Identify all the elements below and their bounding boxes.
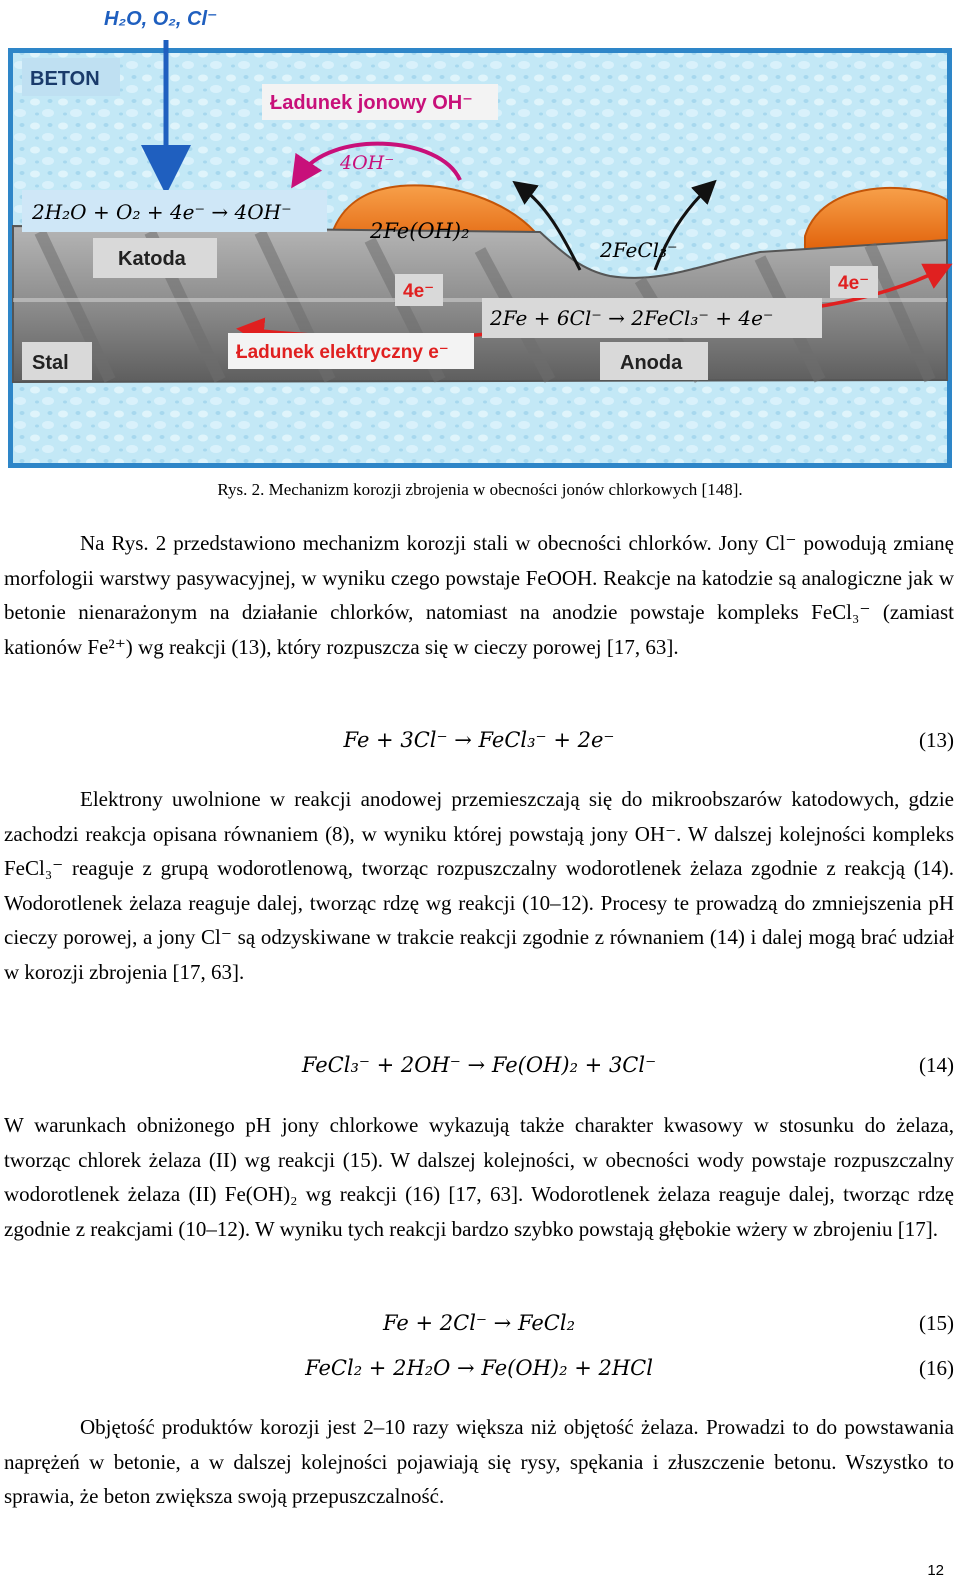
corrosion-diagram xyxy=(0,0,960,475)
paragraph-2: Elektrony uwolnione w reakcji anodowej przemieszczają się do mikroobszarów katodowych, gdzie zachodzi reakcja opisana równaniem (8), w wyniku której powstają jony OH⁻. W dalszej kolejności kompleks FeCl₃⁻ reaguje z grupą wodorotlenową, tworząc rozpuszczalny wodorotlenek żelaza zgodnie z reakcją (14). Wodorotlenek żelaza reaguje dalej, tworząc rdzę wg reakcji (10–12). Procesy te prowadzą do zmniejszenia pH cieczy porowej, a jony Cl⁻ są odzyskiwane w trakcie reakcji zgodnie z równaniem (14) i dalej mogą brać udział w korozji zbrojenia [17, 63]. xyxy=(4,787,954,984)
equation-14-formula: FeCl₃⁻ + 2OH⁻ → Fe(OH)₂ + 3Cl⁻ xyxy=(301,1053,657,1077)
paragraph-4: Objętość produktów korozji jest 2–10 razy większa niż objętość żelaza. Prowadzi to do powstawania naprężeń w betonie, a w dalszej kolejności pojawiają się rysy, spękania i złuszczenie betonu. Wszystko to sprawia, że beton zwiększa swoją przepuszczalność. xyxy=(4,1415,954,1508)
equation-14-number: (14) xyxy=(919,1053,954,1077)
katoda-label: Katoda xyxy=(118,248,186,270)
equation-15-formula: Fe + 2Cl⁻ → FeCl₂ xyxy=(382,1311,576,1335)
paragraph-1: Na Rys. 2 przedstawiono mechanizm korozji stali w obecności chlorków. Jony Cl⁻ powodują zmianę morfologii warstwy pasywacyjnej, w wyniku czego powstaje FeOOH. Reakcje na katodzie są analogiczne jak w betonie nienarażonym na działanie chlorków, natomiast na anodzie powstaje kompleks FeCl₃⁻ (zamiast kationów Fe²⁺) wg reakcji (13), który rozpuszcza się w cieczy porowej [17, 63]. xyxy=(4,531,954,659)
equation-16-number: (16) xyxy=(919,1356,954,1380)
equation-13 xyxy=(4,722,954,758)
four-e-left-label: 4e⁻ xyxy=(403,281,435,302)
page-number: 12 xyxy=(927,1562,944,1579)
iron-chloride-complex-label: 2FeCl₃⁻ xyxy=(600,238,678,262)
anode-reaction: 2Fe + 6Cl⁻ → 2FeCl₃⁻ + 4e⁻ xyxy=(490,306,774,330)
ion-charge-label: Ładunek jonowy OH⁻ xyxy=(270,92,473,114)
equation-15-number: (15) xyxy=(919,1311,954,1335)
equation-14 xyxy=(4,1047,954,1083)
equation-16 xyxy=(4,1350,954,1386)
anoda-label: Anoda xyxy=(620,352,683,374)
corrosion-diagram-svg xyxy=(0,0,960,475)
equation-15 xyxy=(4,1305,954,1341)
equation-16-formula: FeCl₂ + 2H₂O → Fe(OH)₂ + 2HCl xyxy=(305,1356,653,1380)
electric-charge-label: Ładunek elektryczny e⁻ xyxy=(236,342,449,363)
equation-13-number: (13) xyxy=(919,728,954,752)
stal-label: Stal xyxy=(32,352,69,374)
figure-caption: Rys. 2. Mechanizm korozji zbrojenia w obecności jonów chlorkowych [148]. xyxy=(217,480,743,499)
iron-hydroxide-label: 2Fe(OH)₂ xyxy=(370,219,470,243)
cathode-reaction: 2H₂O + O₂ + 4e⁻ → 4OH⁻ xyxy=(32,200,292,224)
paragraph-3: W warunkach obniżonego pH jony chlorkowe wykazują także charakter kwasowy w stosunku do żelaza, tworząc chlorek żelaza (II) wg reakcji (15). W dalszej kolejności, w obecności wody powstaje rozpuszczalny wodorotlenek żelaza (II) Fe(OH)₂ wg reakcji (16) [17, 63]. Wodorotlenek żelaza reaguje dalej, tworząc rdzę zgodnie z reakcjami (10–12). W wyniku tych reakcji bardzo szybko powstają głębokie wżery w zbrojeniu [17]. xyxy=(4,1113,954,1241)
ingress-species-label: H₂O, O₂, Cl⁻ xyxy=(104,8,218,30)
four-oh-label: 4OH⁻ xyxy=(340,152,395,174)
four-e-right-label: 4e⁻ xyxy=(838,273,870,294)
beton-label: BETON xyxy=(30,68,100,90)
equation-13-formula: Fe + 3Cl⁻ → FeCl₃⁻ + 2e⁻ xyxy=(343,728,615,752)
